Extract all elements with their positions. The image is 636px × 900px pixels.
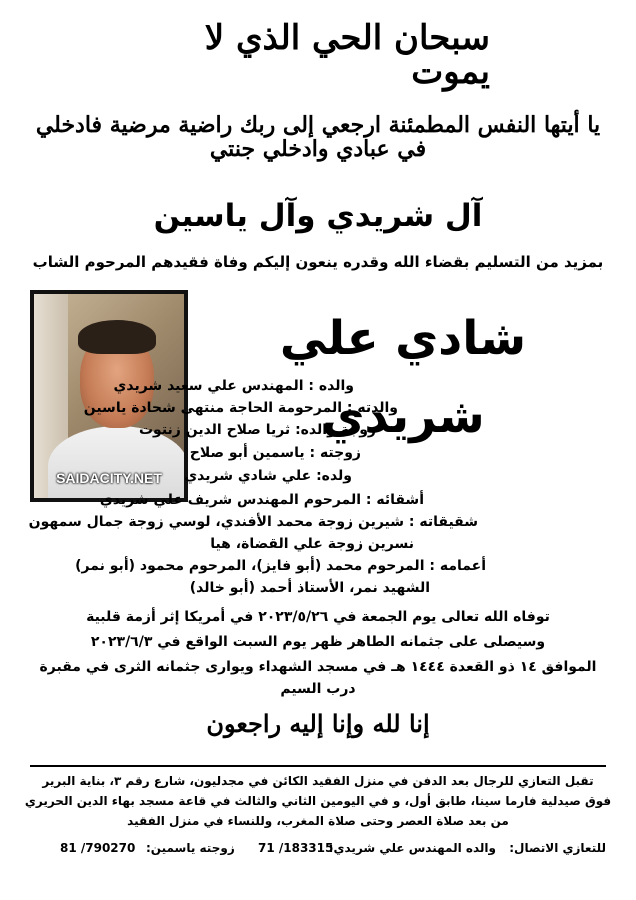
relative-uncles-1: أعمامه : المرحوم محمد (أبو فايز)، المرحوم محمود (أبو نمر)	[75, 558, 486, 574]
death-notice-line-3: الموافق ١٤ ذو القعدة ١٤٤٤ هـ في مسجد الشهداء ويوارى جثمانه الثرى في مقبرة درب السيم	[39, 659, 597, 697]
relative-fathers-wife: زوجة والده: ثريا صلاح الدين زنتوت	[138, 422, 376, 438]
relative-father: والده : المهندس علي سعيد شريدي	[113, 378, 354, 394]
contact-wife-label: زوجته ياسمين:	[146, 841, 235, 855]
relative-sisters-2: نسرين زوجة علي القضاة، هيا	[210, 536, 414, 552]
divider-line	[30, 765, 606, 767]
intro-line: بمزيد من التسليم بقضاء الله وقدره ينعون إليكم وفاة فقيدهم المرحوم الشاب	[32, 253, 604, 271]
contact-wife-phone: 81 /790270	[60, 841, 136, 855]
calligraphy-header: سبحان الحي الذي لا يموت	[204, 18, 490, 92]
deceased-name: شادي علي شريدي	[279, 311, 527, 444]
photo-hair	[78, 320, 156, 354]
death-notice-line-1: توفاه الله تعالى يوم الجمعة في ٢٠٢٣/٥/٢٦ في أمريكا إثر أزمة قلبية	[86, 609, 550, 625]
photo-portrait	[34, 294, 184, 498]
contact-father-label: والده المهندس علي شريدي:	[328, 841, 496, 855]
quran-verse: يا أيتها النفس المطمئنة ارجعي إلى ربك راضية مرضية فادخلي في عبادي وادخلي جنتي	[35, 111, 601, 162]
contact-father-phone: 71 /183315	[258, 841, 334, 855]
relative-sisters-1: شقيقاته : شيرين زوجة محمد الأفندي، لوسي زوجة جمال سمهون	[28, 514, 478, 530]
condolences-line-3: من بعد صلاة العصر وحتى صلاة المغرب، وللنساء في منزل الفقيد	[127, 814, 509, 828]
family-title: آل شريدي وآل ياسين	[153, 198, 483, 234]
watermark-text: SAIDACITY.NET	[56, 470, 162, 486]
deceased-photo	[30, 290, 188, 502]
contact-label: للتعازي الاتصال:	[509, 841, 606, 855]
relative-wife: زوجته : ياسمين أبو صلاح	[189, 445, 361, 461]
relative-mother: والدته : المرحومة الحاجة منتهى شحادة ياسين	[83, 400, 398, 416]
death-notice-line-2: وسيصلى على جثمانه الطاهر ظهر يوم السبت الواقع في ٢٠٢٣/٦/٣	[90, 634, 546, 650]
relative-brothers: أشقائه : المرحوم المهندس شريف علي شريدي	[99, 492, 424, 508]
condolences-line-2: فوق صيدلية فارما سينا، طابق أول، و في اليومين الثاني والثالث في قاعة مسجد بهاء الدين الحريري	[24, 794, 612, 808]
relative-uncles-2: الشهيد نمر، الأستاذ أحمد (أبو خالد)	[189, 580, 430, 596]
condolences-line-1: تقبل التعازي للرجال بعد الدفن في منزل الفقيد الكائن في مجدليون، شارع رقم ٣، بناية البرير	[42, 774, 594, 788]
relative-son: ولده: علي شادي شريدي	[184, 468, 352, 484]
closing-calligraphy: إنا لله وإنا إليه راجعون	[206, 709, 430, 738]
